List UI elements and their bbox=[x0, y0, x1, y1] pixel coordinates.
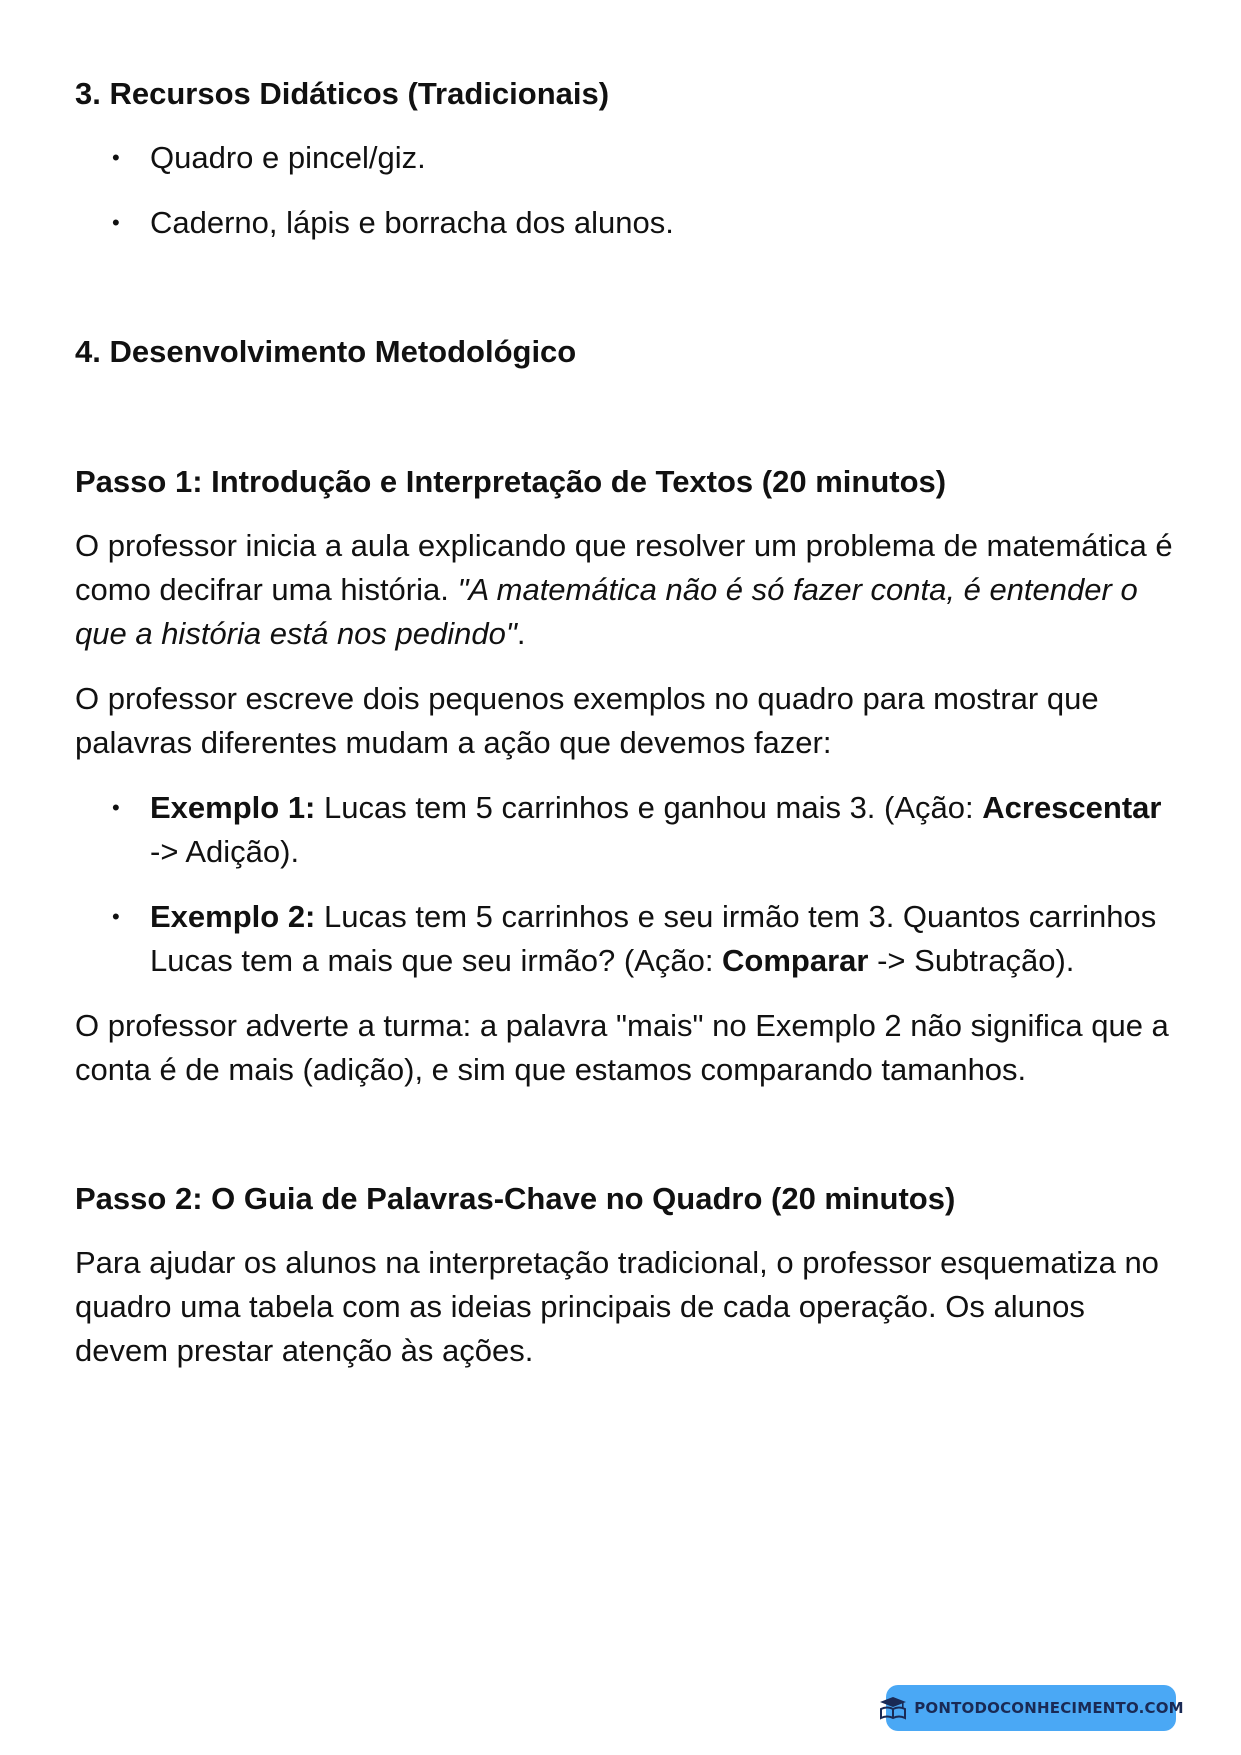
step-1-paragraph-2: O professor escreve dois pequenos exemplos no quadro para mostrar que palavras diferentes mudam a ação que devemos fazer: bbox=[75, 681, 1099, 760]
site-name: PONTODOCONHECIMENTO.COM bbox=[914, 1699, 1184, 1717]
bullet-icon: • bbox=[112, 210, 120, 235]
quote-text: "A matemática não é só fazer conta, é entender o que a história está nos pedindo" bbox=[75, 572, 1138, 651]
section-3-title: 3. Recursos Didáticos (Tradicionais) bbox=[75, 76, 610, 111]
example-1-label: Exemplo 1: bbox=[150, 790, 316, 825]
list-item bbox=[75, 201, 1175, 245]
example-1-action: Acrescentar bbox=[982, 790, 1162, 825]
list-item bbox=[75, 136, 1175, 180]
list-item bbox=[75, 895, 1175, 983]
example-2-after: -> Subtração). bbox=[868, 943, 1075, 978]
list-item-text: Quadro e pincel/giz. bbox=[150, 140, 426, 175]
resources-list bbox=[75, 136, 1175, 245]
document-page bbox=[75, 72, 1175, 1373]
paragraph-text: O professor inicia a aula explicando que resolver um problema de matemática é como decifrar uma história. bbox=[75, 528, 1173, 607]
example-1-text: Lucas tem 5 carrinhos e ganhou mais 3. (Ação: bbox=[315, 790, 983, 825]
example-2-action: Comparar bbox=[722, 943, 869, 978]
step-2-paragraph-1: Para ajudar os alunos na interpretação tradicional, o professor esquematiza no quadro uma tabela com as ideias principais de cada operação. Os alunos devem prestar atenção às ações. bbox=[75, 1245, 1159, 1368]
section-4-title: 4. Desenvolvimento Metodológico bbox=[75, 334, 577, 369]
bullet-icon: • bbox=[112, 795, 120, 820]
list-item-text: Caderno, lápis e borracha dos alunos. bbox=[150, 205, 674, 240]
bullet-icon: • bbox=[112, 904, 120, 929]
list-item bbox=[75, 786, 1175, 874]
bullet-icon: • bbox=[112, 145, 120, 170]
book-graduation-cap-icon bbox=[878, 1696, 908, 1720]
step-2-title: Passo 2: O Guia de Palavras-Chave no Quadro (20 minutos) bbox=[75, 1181, 956, 1216]
paragraph-end: . bbox=[516, 616, 526, 651]
example-2-label: Exemplo 2: bbox=[150, 899, 316, 934]
examples-list bbox=[75, 786, 1175, 983]
example-2-text: Lucas tem 5 carrinhos e seu irmão tem 3. Quantos carrinhos Lucas tem a mais que seu irmão? (Ação: bbox=[150, 899, 1157, 978]
step-1-paragraph-3: O professor adverte a turma: a palavra "mais" no Exemplo 2 não significa que a conta é de mais (adição), e sim que estamos comparando tamanhos. bbox=[75, 1008, 1169, 1087]
example-1-after: -> Adição). bbox=[150, 834, 300, 869]
step-1-paragraph-1 bbox=[75, 524, 1175, 656]
site-badge bbox=[886, 1685, 1184, 1731]
step-1-title: Passo 1: Introdução e Interpretação de Textos (20 minutos) bbox=[75, 464, 947, 499]
